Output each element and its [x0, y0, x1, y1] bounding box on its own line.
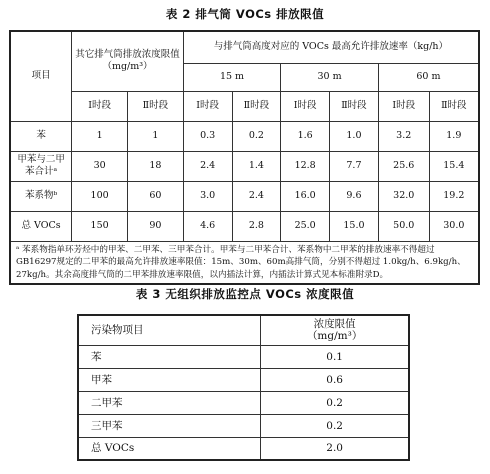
- cell: 60: [128, 181, 184, 211]
- cell: 0.2: [232, 121, 281, 151]
- period-header: Ⅰ时段: [183, 91, 232, 121]
- header-other-limit-line1: 其它排气筒排放浓度限值: [75, 49, 180, 61]
- cell: 0.3: [183, 121, 232, 151]
- table-row: [10, 121, 479, 151]
- cell: 2.4: [232, 181, 281, 211]
- cell: 2.4: [183, 151, 232, 181]
- cell: 150: [72, 211, 128, 241]
- row-label: 总 VOCs: [10, 211, 72, 241]
- fugitive-voc-limits-table: [77, 314, 410, 461]
- cell: 25.0: [281, 211, 330, 241]
- cell: 1.9: [429, 121, 479, 151]
- cell: 30: [72, 151, 128, 181]
- table2-title: 表 2 排气筒 VOCs 排放限值: [165, 7, 325, 21]
- cell: 18: [128, 151, 184, 181]
- period-header: Ⅱ时段: [232, 91, 281, 121]
- row-label: 苯系物ᵇ: [10, 181, 72, 211]
- cell: 3.2: [378, 121, 429, 151]
- header-pollutant: 污染物项目: [78, 315, 261, 345]
- period-header: Ⅰ时段: [378, 91, 429, 121]
- header-other-limit-line2: （mg/m³）: [102, 61, 153, 73]
- header-height-15m: 15 m: [183, 63, 281, 91]
- cell: 12.8: [281, 151, 330, 181]
- cell: 15.0: [330, 211, 379, 241]
- table-row: [78, 345, 409, 368]
- cell: 32.0: [378, 181, 429, 211]
- header-limit: [261, 315, 409, 345]
- table3-title: 表 3 无组织排放监控点 VOCs 浓度限值: [135, 287, 355, 301]
- header-item: 项目: [10, 31, 72, 121]
- header-other-limit: [72, 31, 184, 91]
- header-height-30m: 30 m: [281, 63, 379, 91]
- cell: 4.6: [183, 211, 232, 241]
- period-header: Ⅰ时段: [281, 91, 330, 121]
- cell: 9.6: [330, 181, 379, 211]
- period-header: Ⅱ时段: [429, 91, 479, 121]
- table-row: [78, 391, 409, 414]
- cell: 0.2: [261, 391, 409, 414]
- voc-emission-limits-table: [9, 30, 480, 285]
- cell: 30.0: [429, 211, 479, 241]
- period-header: Ⅱ时段: [128, 91, 184, 121]
- cell: 1.4: [232, 151, 281, 181]
- table-note: ᵃ 苯系物指单环芳烃中的甲苯、二甲苯、三甲苯合计。甲苯与二甲苯合计、苯系物中二甲苯的排放速率不得超过GB16297规定的二甲苯的最高允许排放速率限值：15m、30m、60m高排气筒，分别不得超过 1.0kg/h、6.9kg/h、27kg/h。其余高度排气筒的二甲苯排放速率限值，以内插法计算，内插法计算式见本标准附录D。: [10, 241, 479, 284]
- table-row: [78, 437, 409, 460]
- cell: 3.0: [183, 181, 232, 211]
- period-header: Ⅱ时段: [330, 91, 379, 121]
- cell: 0.6: [261, 368, 409, 391]
- cell: 1.6: [281, 121, 330, 151]
- cell: 100: [72, 181, 128, 211]
- cell: 0.1: [261, 345, 409, 368]
- cell: 25.6: [378, 151, 429, 181]
- header-rate: 与排气筒高度对应的 VOCs 最高允许排放速率（kg/h）: [183, 31, 479, 63]
- cell: 19.2: [429, 181, 479, 211]
- cell: 7.7: [330, 151, 379, 181]
- row-label: 苯: [10, 121, 72, 151]
- cell: 2.0: [261, 437, 409, 460]
- cell: 2.8: [232, 211, 281, 241]
- table-row: [78, 414, 409, 437]
- cell: 1.0: [330, 121, 379, 151]
- cell: 16.0: [281, 181, 330, 211]
- header-limit-line1: 浓度限值: [313, 318, 356, 331]
- table-row: [10, 211, 479, 241]
- period-header: Ⅰ时段: [72, 91, 128, 121]
- cell: 0.2: [261, 414, 409, 437]
- table-row: [78, 368, 409, 391]
- cell: 1: [72, 121, 128, 151]
- row-label: 总 VOCs: [78, 437, 261, 460]
- row-label: 甲苯: [78, 368, 261, 391]
- row-label: 二甲苯: [78, 391, 261, 414]
- cell: 50.0: [378, 211, 429, 241]
- cell: 15.4: [429, 151, 479, 181]
- table-row: [10, 151, 479, 181]
- row-label: 苯: [78, 345, 261, 368]
- cell: 1: [128, 121, 184, 151]
- row-label: 甲苯与二甲苯合计ᵃ: [10, 151, 72, 181]
- cell: 90: [128, 211, 184, 241]
- header-limit-line2: （mg/m³）: [306, 330, 363, 343]
- header-height-60m: 60 m: [378, 63, 479, 91]
- row-label: 三甲苯: [78, 414, 261, 437]
- table-row: [10, 181, 479, 211]
